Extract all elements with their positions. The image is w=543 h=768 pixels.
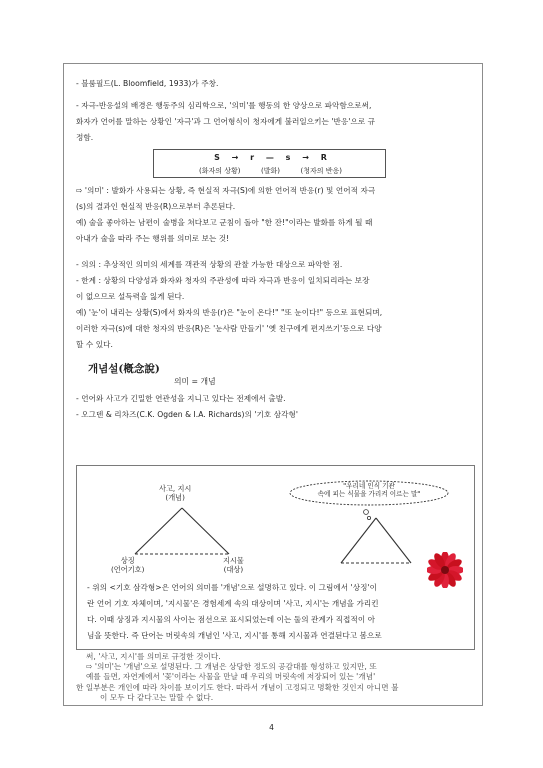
bubble-text — [302, 482, 436, 498]
thought-bubble-dot-2 — [367, 516, 370, 519]
bubble-text-line-1: "우리네 인식 기관 — [343, 482, 395, 490]
example-line-3: 할 수 있다. — [76, 340, 113, 349]
explanation-line-3: 다. 이때 상징과 지시물의 사이는 점선으로 표시되었는데 이는 둘의 관계가 직접적이 아 — [87, 615, 376, 624]
meaning-def-line-3: 예) 술을 좋아하는 남편이 술병을 쳐다보고 군침이 돌아 "한 잔!"이라는 발화를 하게 될 때 — [76, 218, 373, 227]
concept-heading: 개념설(槪念說) — [88, 363, 160, 375]
example-line-1: 예) '눈'이 내리는 상황(S)에서 화자의 반응(r)은 "눈이 온다!" "또 눈이다!" 등으로 표현되며, — [76, 308, 383, 317]
bubble-text-line-2: 속에 피는 식물을 가리켜 이르는 말" — [317, 490, 421, 498]
label-symbol-line-2: (언어기호) — [111, 565, 145, 574]
explanation-line-8: 예를 들면, 자연계에서 '꽃'이라는 사물을 만날 때 우리의 머릿속에 저장되어 있는 '개념' — [86, 672, 376, 681]
label-thought-line-1: 사고, 지시 — [159, 484, 192, 493]
semiotic-triangle-figure — [76, 465, 475, 650]
stimulus-response-line-3: 정함. — [76, 133, 94, 142]
significance-line: - 의의 : 추상적인 의미의 세계를 객관적 상황의 관찰 가능한 대상으로 파악한 점. — [76, 260, 343, 269]
page-number: 4 — [269, 723, 274, 732]
right-triangle-left-side — [341, 518, 376, 563]
explanation-line-2: 란 언어 기호 자체이며, '지시물'은 경험세계 속의 대상이며 '사고, 지시'는 개념을 가리킨 — [87, 599, 379, 608]
explanation-line-1: - 위의 <기호 삼각형>은 언어의 의미를 '개념'으로 설명하고 있다. 이 그림에서 '상징'이 — [87, 583, 378, 592]
triangle-right-side — [182, 508, 229, 554]
label-symbol — [111, 556, 144, 574]
formula-sub-speaker: (화자의 상황) — [199, 167, 241, 175]
explanation-line-6: ⇨ '의미'는 '개념'으로 설명된다. 그 개념은 상당한 정도의 공감대를 형성하고 있지만, 또 — [86, 662, 377, 671]
label-thought-line-2: (개념) — [165, 493, 185, 502]
stimulus-response-line-2: 화자가 언어를 말하는 상황인 '자극'과 그 언어형식이 청자에게 불러일으키는 '반응'으로 규 — [76, 117, 376, 126]
example-line-2: 이러한 자극(s)에 대한 청자의 반응(R)은 '눈사람 만들기' '옛 친구에게 편지쓰기'등으로 다양 — [76, 324, 382, 333]
explanation-line-5: 써, '사고, 지시'를 의미로 규정한 것이다. — [86, 652, 221, 661]
formula-box — [153, 149, 386, 178]
concept-equation: 의미 = 개념 — [174, 377, 216, 386]
thought-bubble-dot-1 — [364, 510, 369, 515]
bloomfield-line: - 블룸필드(L. Bloomfield, 1933)가 주창. — [76, 79, 219, 88]
limitation-line-2: 이 없으므로 설득력을 잃게 된다. — [76, 292, 185, 301]
label-thought-reference — [159, 484, 191, 502]
formula-sub-utterance: (발화) — [261, 167, 280, 175]
explanation-line-7: 한 일부분은 개인에 따라 차이를 보이기도 한다. 따라서 개념이 고정되고 명확한 것인지 아니면 불 — [76, 683, 399, 692]
concept-line-1: - 언어와 사고가 긴밀한 연관성을 지니고 있다는 전제에서 출발. — [76, 394, 286, 403]
label-symbol-line-1: 상징 — [120, 556, 135, 565]
label-referent — [223, 556, 244, 574]
stimulus-response-line-1: - 자극-반응설의 배경은 행동주의 심리학으로, '의미'를 행동의 한 양상으로 파악함으로써, — [76, 101, 372, 110]
formula-main: S → r — s → R — [214, 153, 327, 162]
formula-sub — [154, 166, 387, 176]
meaning-def-line-2: (s)의 결과인 현실적 반응(R)으로부터 추론된다. — [76, 202, 236, 211]
label-referent-line-2: (대상) — [223, 565, 244, 574]
concept-line-2: - 오그덴 & 리차즈(C.K. Ogden & I.A. Richards)의 '기호 삼각형' — [76, 410, 299, 419]
explanation-line-9: 이 모두 다 같다고는 말할 수 없다. — [100, 693, 214, 702]
meaning-def-line-1: ⇨ '의미' : 발화가 사용되는 상황, 즉 현실적 자극(S)에 의한 언어적 반응(r) 및 언어적 자극 — [76, 186, 376, 195]
triangle-left-side — [135, 508, 182, 554]
label-referent-line-1: 지시물 — [223, 556, 244, 565]
formula-sub-listener: (청자의 반응) — [300, 167, 342, 175]
explanation-line-4: 님을 뜻한다. 즉 단어는 머릿속의 개념인 '사고, 지시'를 통해 지시물과 연결된다고 봄으로 — [87, 631, 382, 640]
right-triangle-right-side — [376, 518, 411, 563]
meaning-def-line-4: 아내가 술을 따라 주는 행위를 의미로 보는 것! — [76, 234, 230, 243]
red-flower-image — [427, 552, 463, 588]
limitation-line-1: - 한계 : 상황의 다양성과 화자와 청자의 주관성에 따라 자극과 반응이 일치되리라는 보장 — [76, 276, 370, 285]
